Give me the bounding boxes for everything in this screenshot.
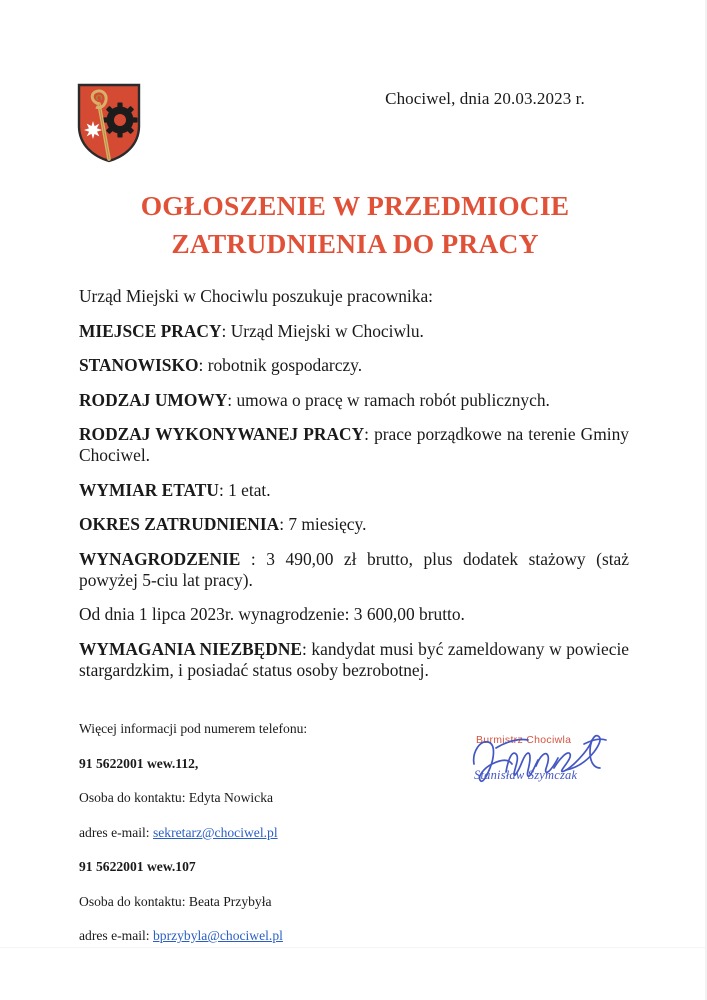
- body-entry-rodzaj-wykonywanej-pracy: [79, 424, 629, 466]
- body-entry-rodzaj-umowy: [79, 390, 629, 411]
- email-label: adres e-mail:: [79, 928, 153, 943]
- contact-person-2: Osoba do kontaktu: Beata Przybyła: [79, 893, 272, 909]
- entry-value: : Urząd Miejski w Chociwlu.: [221, 320, 424, 341]
- entry-value: : umowa o pracę w ramach robót publicznych.: [227, 389, 550, 410]
- entry-value: : kandydat musi być zameldowany w powiecie stargardzkim, i posiadać status osoby bezrobotnej.: [79, 638, 629, 680]
- entry-label: RODZAJ UMOWY: [79, 389, 228, 410]
- page-edge-bottom: [0, 947, 707, 948]
- body-intro: Urząd Miejski w Chociwlu poszukuje pracownika:: [79, 286, 434, 306]
- entry-label: WYNAGRODZENIE: [79, 548, 241, 569]
- handwritten-signature-icon: [466, 724, 616, 796]
- document-date: Chociwel, dnia 20.03.2023 r.: [385, 89, 585, 108]
- body-entry-stanowisko: [79, 355, 629, 376]
- document-header: [0, 76, 707, 168]
- contact-phone-2: 91 5622001 wew.107: [79, 859, 196, 874]
- entry-label: WYMIAR ETATU: [79, 479, 219, 500]
- contact-person-1: Osoba do kontaktu: Edyta Nowicka: [79, 790, 274, 805]
- signature-name: Stanisław Szymczak: [474, 768, 578, 782]
- entry-value: : robotnik gospodarczy.: [198, 355, 363, 375]
- contact-email-row-1: [79, 824, 419, 841]
- body-entry-wynagrodzenie: [79, 549, 629, 591]
- contact-block: [79, 720, 419, 944]
- email-link-bprzybyla[interactable]: bprzybyla@chociwel.pl: [152, 928, 283, 943]
- entry-label: STANOWISKO: [79, 355, 199, 375]
- body-entry-wymiar-etatu: [79, 480, 629, 501]
- entry-label: MIEJSCE PRACY: [79, 320, 222, 341]
- entry-value: : 1 etat.: [218, 479, 271, 500]
- email-link-sekretarz[interactable]: sekretarz@chociwel.pl: [152, 824, 278, 840]
- entry-value: : prace porządkowe na terenie Gminy Chociwel.: [79, 424, 629, 465]
- entry-label: OKRES ZATRUDNIENIA: [79, 514, 280, 534]
- signature-block: [466, 724, 616, 796]
- page-title-line-2: ZATRUDNIENIA DO PRACY: [171, 228, 539, 259]
- email-label: adres e-mail:: [79, 824, 153, 840]
- signature-office-title: Burmistrz Chociwla: [476, 734, 572, 746]
- contact-email-row-2: [79, 927, 419, 944]
- coat-of-arms-icon: [76, 82, 142, 164]
- entry-label: RODZAJ WYKONYWANEJ PRACY: [79, 424, 365, 444]
- page-title-line-1: OGŁOSZENIE W PRZEDMIOCIE: [140, 190, 570, 221]
- contact-phone-1: 91 5622001 wew.112,: [79, 755, 199, 771]
- body-entry-okres-zatrudnienia: [79, 514, 629, 535]
- entry-label: WYMAGANIA NIEZBĘDNE: [79, 638, 302, 659]
- contact-intro: Więcej informacji pod numerem telefonu:: [79, 721, 308, 736]
- page-title: [70, 187, 640, 263]
- body-entry-miejsce-pracy: [79, 321, 629, 342]
- body-entry-wymagania-niezbedne: [79, 639, 629, 681]
- document-body: [79, 286, 629, 681]
- body-salary-update: Od dnia 1 lipca 2023r. wynagrodzenie: 3 600,00 brutto.: [79, 604, 465, 624]
- entry-value: : 3 490,00 zł brutto, plus dodatek stażowy (staż powyżej 5-ciu lat pracy).: [79, 548, 629, 590]
- entry-value: : 7 miesięcy.: [279, 514, 367, 534]
